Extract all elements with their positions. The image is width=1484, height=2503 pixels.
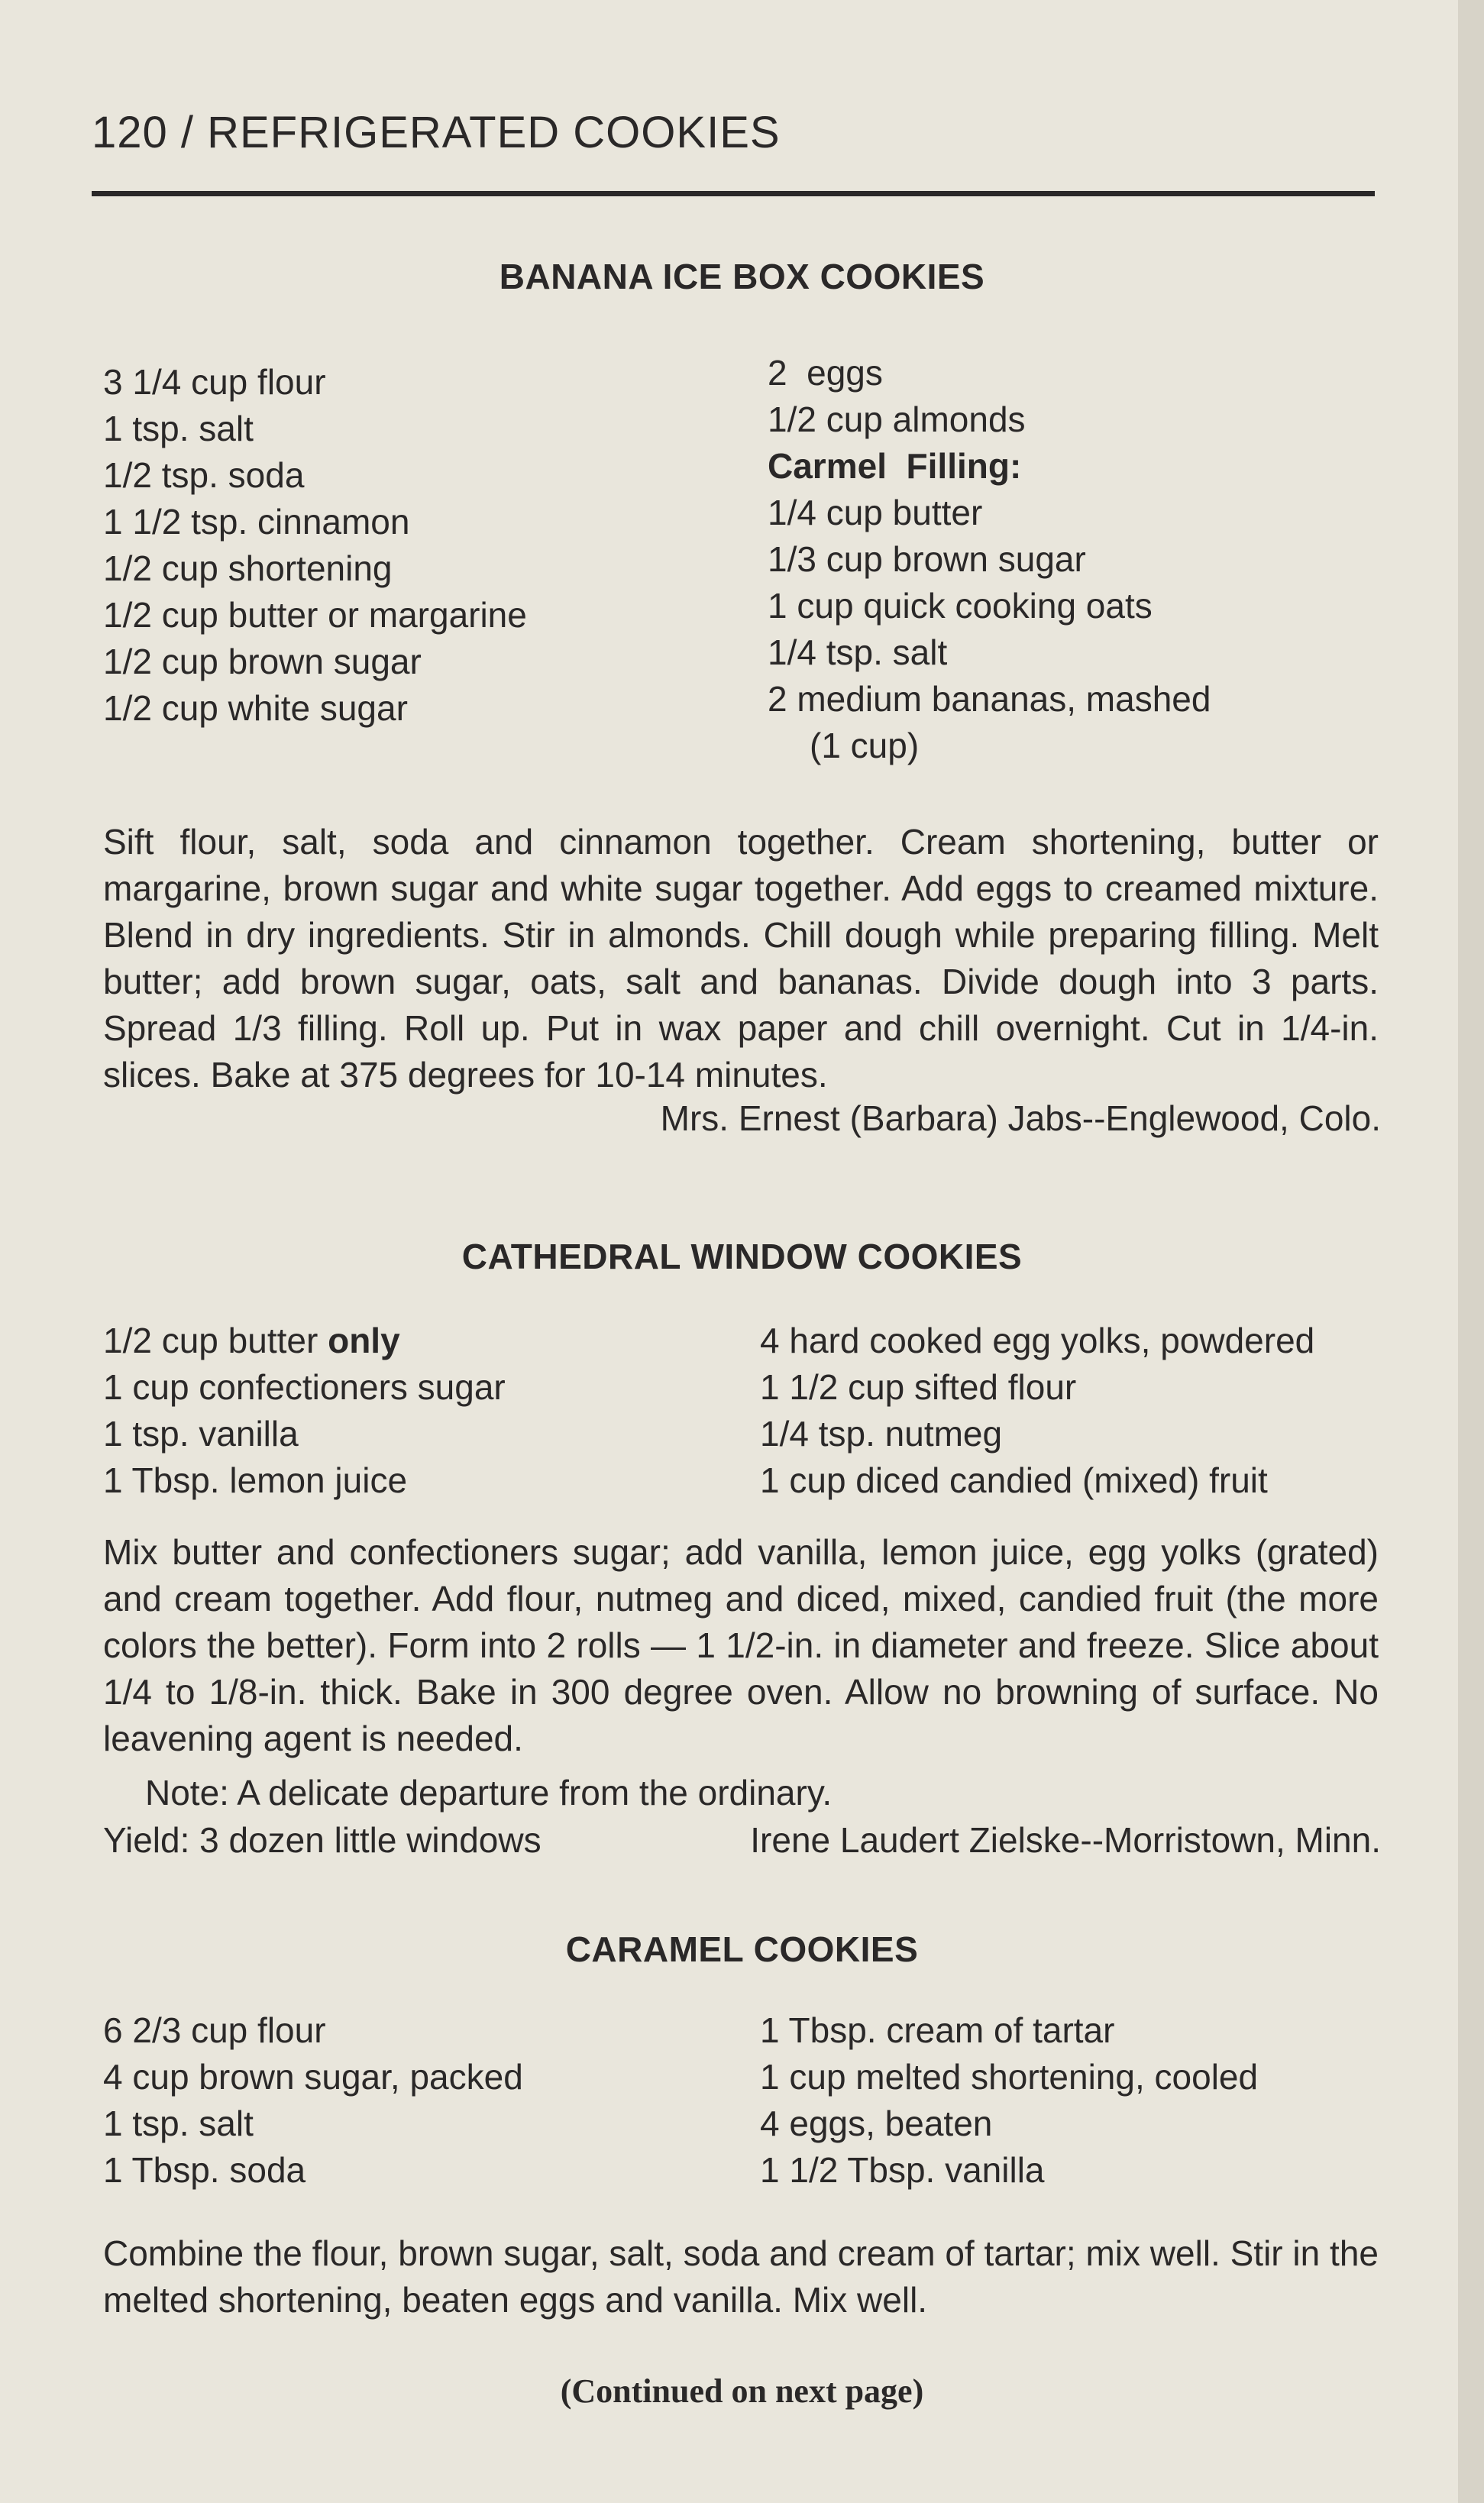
ingredient: 3 1/4 cup flour bbox=[103, 362, 326, 402]
ingredient bbox=[103, 1318, 506, 1364]
directions-banana: Sift flour, salt, soda and cinnamon together. Cream shortening, butter or margarine, brown sugar and white sugar together. Add eggs to creamed mixture. Blend in dry ingredients. Stir in almonds. Chill dough while preparing filling. Melt butter; add brown sugar, oats, salt and bananas. Divide dough into 3 parts. Spread 1/3 filling. Roll up. Put in wax paper and chill overnight. Cut in 1/4-in. slices. Bake at 375 degrees for 10-14 minutes. bbox=[103, 822, 1379, 1095]
ingredient: 1/2 cup butter or margarine bbox=[103, 595, 527, 635]
ingredient: 1 1/2 tsp. cinnamon bbox=[103, 502, 410, 542]
ingredient: 1 cup melted shortening, cooled bbox=[760, 2057, 1259, 2097]
ingredient: 1 Tbsp. lemon juice bbox=[103, 1460, 408, 1500]
ingredient: 1/2 cup white sugar bbox=[103, 688, 408, 728]
ingredient: 1 cup diced candied (mixed) fruit bbox=[760, 1460, 1268, 1500]
ingredient-text: 1/2 cup butter bbox=[103, 1321, 328, 1360]
page-header: 120 / REFRIGERATED COOKIES bbox=[92, 108, 781, 157]
directions-caramel: Combine the flour, brown sugar, salt, soda and cream of tartar; mix well. Stir in the melted shortening, beaten eggs and vanilla. Mix well. bbox=[103, 2233, 1379, 2320]
ingredient: (1 cup) bbox=[810, 726, 920, 765]
directions-cathedral: Mix butter and confectioners sugar; add vanilla, lemon juice, egg yolks (grated) and cream together. Add flour, nutmeg and diced, mixed, candied fruit (the more colors the better). Form into 2 rolls — 1 1/2-in. in diameter and freeze. Slice about 1/4 to 1/8-in. thick. Bake in 300 degree oven. Allow no browning of surface. No leavening agent is needed. bbox=[103, 1532, 1379, 1758]
ingredient: 1/4 tsp. nutmeg bbox=[760, 1414, 1003, 1454]
ingredient: 1 cup confectioners sugar bbox=[103, 1367, 506, 1407]
recipe-title-caramel: CARAMEL COOKIES bbox=[565, 1929, 919, 1969]
ingredient: 1/4 tsp. salt bbox=[768, 632, 948, 672]
ingredient: 1 Tbsp. cream of tartar bbox=[760, 2010, 1115, 2050]
ingredients-left-caramel bbox=[103, 2007, 523, 2194]
ingredient: 2 eggs bbox=[768, 353, 883, 393]
author-banana: Mrs. Ernest (Barbara) Jabs--Englewood, Colo. bbox=[660, 1098, 1381, 1138]
ingredient: 1/2 tsp. soda bbox=[103, 455, 305, 495]
header-rule bbox=[92, 191, 1375, 196]
ingredients-left-cathedral bbox=[103, 1318, 506, 1504]
note-cathedral: Note: A delicate departure from the ordinary. bbox=[145, 1773, 833, 1813]
recipe-title-cathedral: CATHEDRAL WINDOW COOKIES bbox=[461, 1237, 1023, 1276]
ingredient: 1/2 cup almonds bbox=[768, 399, 1026, 439]
ingredient: 1 cup quick cooking oats bbox=[768, 586, 1153, 626]
ingredient: 1 1/2 cup sifted flour bbox=[760, 1367, 1077, 1407]
ingredients-right-cathedral bbox=[760, 1318, 1314, 1504]
ingredient: 1 tsp. salt bbox=[103, 2104, 254, 2143]
ingredient: 1/2 cup brown sugar bbox=[103, 642, 422, 681]
ingredient: 2 medium bananas, mashed bbox=[768, 679, 1211, 719]
ingredients-right-caramel bbox=[760, 2007, 1258, 2194]
ingredient: 6 2/3 cup flour bbox=[103, 2010, 326, 2050]
ingredient: 1 Tbsp. soda bbox=[103, 2150, 306, 2190]
ingredient: 1/3 cup brown sugar bbox=[768, 539, 1086, 579]
ingredients-right-banana bbox=[768, 350, 1211, 769]
ingredient: 4 hard cooked egg yolks, powdered bbox=[760, 1321, 1315, 1360]
filling-subheading: Carmel Filling: bbox=[768, 446, 1022, 486]
continued-note: (Continued on next page) bbox=[560, 2372, 924, 2410]
ingredient: 4 cup brown sugar, packed bbox=[103, 2057, 523, 2097]
ingredient: 1 1/2 Tbsp. vanilla bbox=[760, 2150, 1045, 2190]
ingredient: 1 tsp. salt bbox=[103, 409, 254, 448]
ingredients-left-banana bbox=[103, 359, 527, 732]
ingredient: 1/2 cup shortening bbox=[103, 548, 393, 588]
emphasis-text: only bbox=[328, 1321, 400, 1360]
ingredient: 1/4 cup butter bbox=[768, 493, 983, 532]
ingredient: 1 tsp. vanilla bbox=[103, 1414, 299, 1454]
yield-cathedral: Yield: 3 dozen little windows bbox=[103, 1820, 542, 1860]
author-cathedral: Irene Laudert Zielske--Morristown, Minn. bbox=[750, 1820, 1381, 1860]
ingredient: 4 eggs, beaten bbox=[760, 2104, 993, 2143]
recipe-title-banana: BANANA ICE BOX COOKIES bbox=[499, 257, 985, 296]
